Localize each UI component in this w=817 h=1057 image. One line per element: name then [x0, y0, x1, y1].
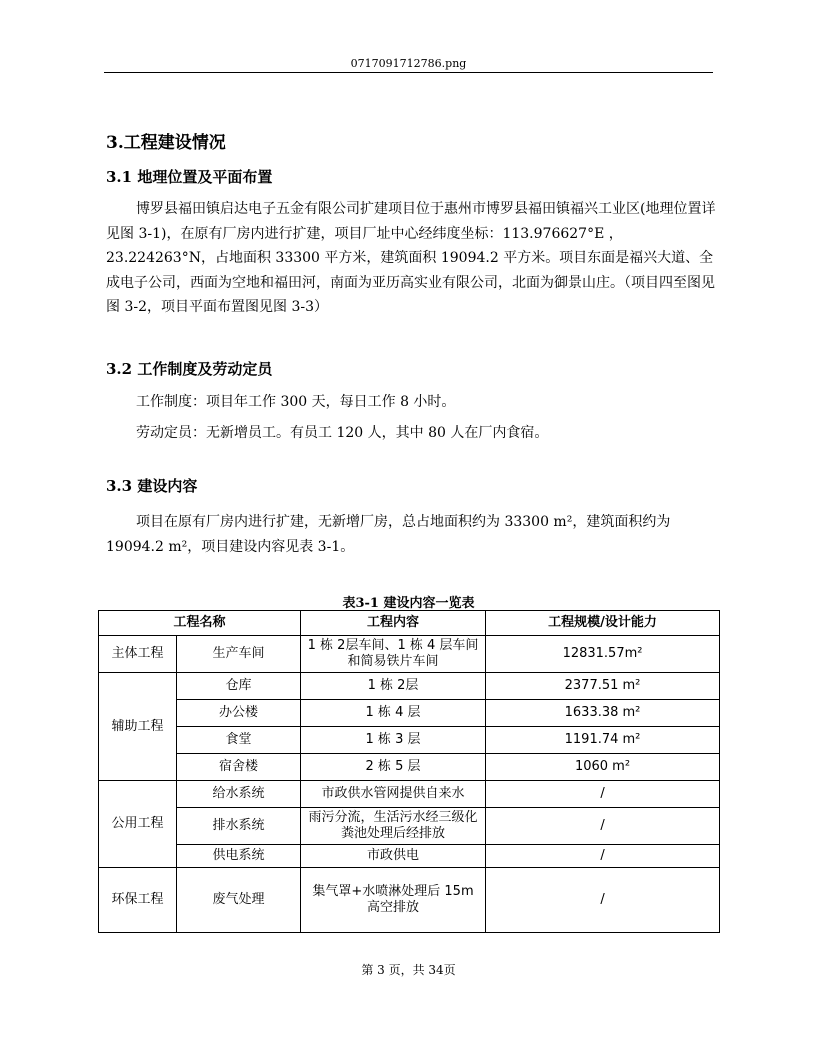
content-cell: 集气罩+水喷淋处理后 15m 高空排放	[301, 868, 486, 933]
header-divider	[104, 72, 713, 73]
content-cell: 市政供电	[301, 845, 486, 868]
group-name-cell: 公用工程	[99, 781, 177, 868]
table-row	[99, 845, 720, 868]
scale-cell: /	[486, 808, 720, 845]
item-cell: 宿舍楼	[177, 754, 301, 781]
section-3-2-title: 3.2 工作制度及劳动定员	[106, 360, 273, 378]
section-3-title: 3.工程建设情况	[106, 133, 226, 153]
table-row	[99, 636, 720, 673]
content-cell: 2 栋 5 层	[301, 754, 486, 781]
item-cell: 给水系统	[177, 781, 301, 808]
page-number: 第 3 页，共 34页	[361, 963, 456, 977]
table-row	[99, 673, 720, 700]
scale-cell: 2377.51 m²	[486, 673, 720, 700]
content-cell: 1 栋 4 层	[301, 700, 486, 727]
table-header-row	[99, 611, 720, 636]
scale-cell: /	[486, 781, 720, 808]
scale-cell: 12831.57m²	[486, 636, 720, 673]
item-cell: 办公楼	[177, 700, 301, 727]
item-cell: 生产车间	[177, 636, 301, 673]
table-row	[99, 781, 720, 808]
table-row	[99, 754, 720, 781]
item-cell: 仓库	[177, 673, 301, 700]
content-cell: 市政供水管网提供自来水	[301, 781, 486, 808]
staffing-paragraph: 劳动定员：无新增员工。有员工 120 人，其中 80 人在厂内食宿。	[136, 425, 549, 441]
section-3-1-paragraph: 博罗县福田镇启达电子五金有限公司扩建项目位于惠州市博罗县福田镇福兴工业区(地理位置详见图 3-1)，在原有厂房内进行扩建，项目厂址中心经纬度坐标：113.976627°E ，23.224263°N，占地面积 33300 平方米，建筑面积 19094.2 平方米。项目东面是福兴大道、全成电子公司，西面为空地和福田河，南面为亚历高实业有限公司，北面为御景山庄。（项目四至图见图 3-2，项目平面布置图见图 3-3）	[106, 201, 716, 315]
section-3-3-paragraph: 项目在原有厂房内进行扩建，无新增厂房，总占地面积约为 33300 m²，建筑面积约为 19094.2 m²，项目建设内容见表 3-1。	[106, 514, 671, 555]
header-project-name: 工程名称	[99, 611, 301, 636]
scale-cell: 1191.74 m²	[486, 727, 720, 754]
scale-cell: 1060 m²	[486, 754, 720, 781]
scale-cell: /	[486, 845, 720, 868]
table-row	[99, 700, 720, 727]
item-cell: 供电系统	[177, 845, 301, 868]
item-cell: 食堂	[177, 727, 301, 754]
table-row	[99, 727, 720, 754]
item-cell: 废气处理	[177, 868, 301, 933]
header-filename: 0717091712786.png	[350, 57, 467, 70]
table-row	[99, 868, 720, 933]
header-project-scale: 工程规模/设计能力	[486, 611, 720, 636]
content-cell: 雨污分流，生活污水经三级化粪池处理后经排放	[301, 808, 486, 845]
header-project-content: 工程内容	[301, 611, 486, 636]
scale-cell: /	[486, 868, 720, 933]
section-3-1-title: 3.1 地理位置及平面布置	[106, 168, 273, 186]
content-cell: 1 栋 2层	[301, 673, 486, 700]
section-3-3-title: 3.3 建设内容	[106, 477, 198, 495]
scale-cell: 1633.38 m²	[486, 700, 720, 727]
item-cell: 排水系统	[177, 808, 301, 845]
table-row	[99, 808, 720, 845]
group-name-cell: 主体工程	[99, 636, 177, 673]
content-cell: 1 栋 2层车间、1 栋 4 层车间和简易铁片车间	[301, 636, 486, 673]
group-name-cell: 环保工程	[99, 868, 177, 933]
table-caption: 表3-1 建设内容一览表	[342, 596, 475, 611]
work-schedule-paragraph: 工作制度：项目年工作 300 天，每日工作 8 小时。	[136, 394, 456, 410]
content-cell: 1 栋 3 层	[301, 727, 486, 754]
construction-content-table	[98, 610, 720, 933]
group-name-cell: 辅助工程	[99, 673, 177, 781]
